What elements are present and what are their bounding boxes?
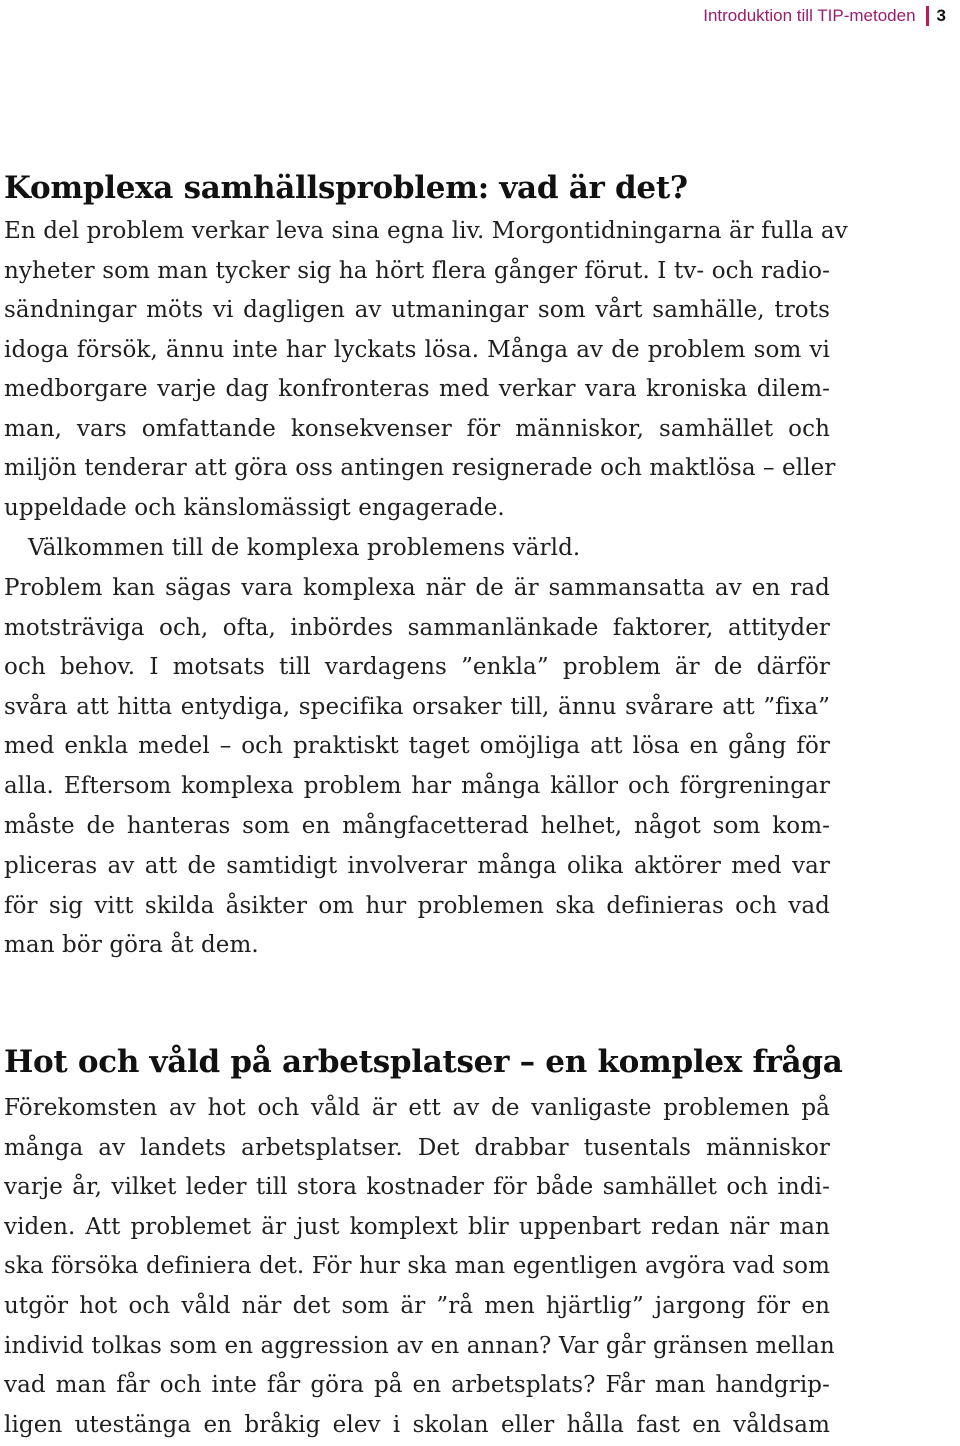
paragraph-line: vad man får och inte får göra på en arbetsplats? Får man handgrip- bbox=[4, 1372, 830, 1398]
paragraph-line: medborgare varje dag konfronteras med verkar vara kroniska dilem- bbox=[4, 376, 830, 402]
paragraph-line: utgör hot och våld när det som är ”rå men hjärtlig” jargong för en bbox=[4, 1293, 830, 1319]
section-heading-hot-och-vald: Hot och våld på arbetsplatser – en komplex fråga bbox=[4, 1044, 843, 1080]
paragraph-line: nyheter som man tycker sig ha hört flera gånger förut. I tv- och radio- bbox=[4, 258, 830, 284]
paragraph-line: varje år, vilket leder till stora kostnader för både samhället och indi- bbox=[4, 1174, 830, 1200]
paragraph-line: svåra att hitta entydiga, specifika orsaker till, ännu svårare att ”fixa” bbox=[4, 694, 830, 720]
paragraph-line: Förekomsten av hot och våld är ett av de vanligaste problemen på bbox=[4, 1095, 830, 1121]
paragraph-line: viden. Att problemet är just komplext blir uppenbart redan när man bbox=[4, 1214, 830, 1240]
paragraph-line: individ tolkas som en aggression av en annan? Var går gränsen mellan bbox=[4, 1333, 835, 1359]
paragraph-line: motsträviga och, ofta, inbördes sammanlänkade faktorer, attityder bbox=[4, 615, 830, 641]
section-heading-komplexa: Komplexa samhällsproblem: vad är det? bbox=[4, 170, 688, 206]
paragraph-line: man bör göra åt dem. bbox=[4, 932, 259, 958]
paragraph-line: uppeldade och känslomässigt engagerade. bbox=[4, 495, 505, 521]
paragraph-line: alla. Eftersom komplexa problem har många källor och förgreningar bbox=[4, 773, 830, 799]
paragraph-line: man, vars omfattande konsekvenser för människor, samhället och bbox=[4, 416, 830, 442]
header-separator bbox=[926, 6, 929, 26]
paragraph-line: pliceras av att de samtidigt involverar många olika aktörer med var bbox=[4, 853, 830, 879]
paragraph-line: miljön tenderar att göra oss antingen resignerade och maktlösa – eller bbox=[4, 455, 836, 481]
paragraph-line: sändningar möts vi dagligen av utmaningar som vårt samhälle, trots bbox=[4, 297, 830, 323]
paragraph-line: ska försöka definiera det. För hur ska man egentligen avgöra vad som bbox=[4, 1253, 830, 1279]
paragraph-line: ligen utestänga en bråkig elev i skolan eller hålla fast en våldsam bbox=[4, 1412, 830, 1438]
paragraph-line: för sig vitt skilda åsikter om hur problemen ska definieras och vad bbox=[4, 893, 830, 919]
page-number: 3 bbox=[936, 6, 946, 25]
paragraph-line: många av landets arbetsplatser. Det drabbar tusentals människor bbox=[4, 1135, 830, 1161]
paragraph-line: Problem kan sägas vara komplexa när de är sammansatta av en rad bbox=[4, 575, 830, 601]
running-header bbox=[703, 6, 946, 26]
paragraph-line: och behov. I motsats till vardagens ”enkla” problem är de därför bbox=[4, 654, 830, 680]
running-header-title: Introduktion till TIP-metoden bbox=[703, 6, 916, 25]
paragraph-line: med enkla medel – och praktiskt taget omöjliga att lösa en gång för bbox=[4, 733, 830, 759]
paragraph-line: Välkommen till de komplexa problemens värld. bbox=[28, 535, 581, 561]
paragraph-line: En del problem verkar leva sina egna liv. Morgontidningarna är fulla av bbox=[4, 218, 848, 244]
paragraph-line: måste de hanteras som en mångfacetterad helhet, något som kom- bbox=[4, 813, 830, 839]
paragraph-line: idoga försök, ännu inte har lyckats lösa. Många av de problem som vi bbox=[4, 337, 830, 363]
